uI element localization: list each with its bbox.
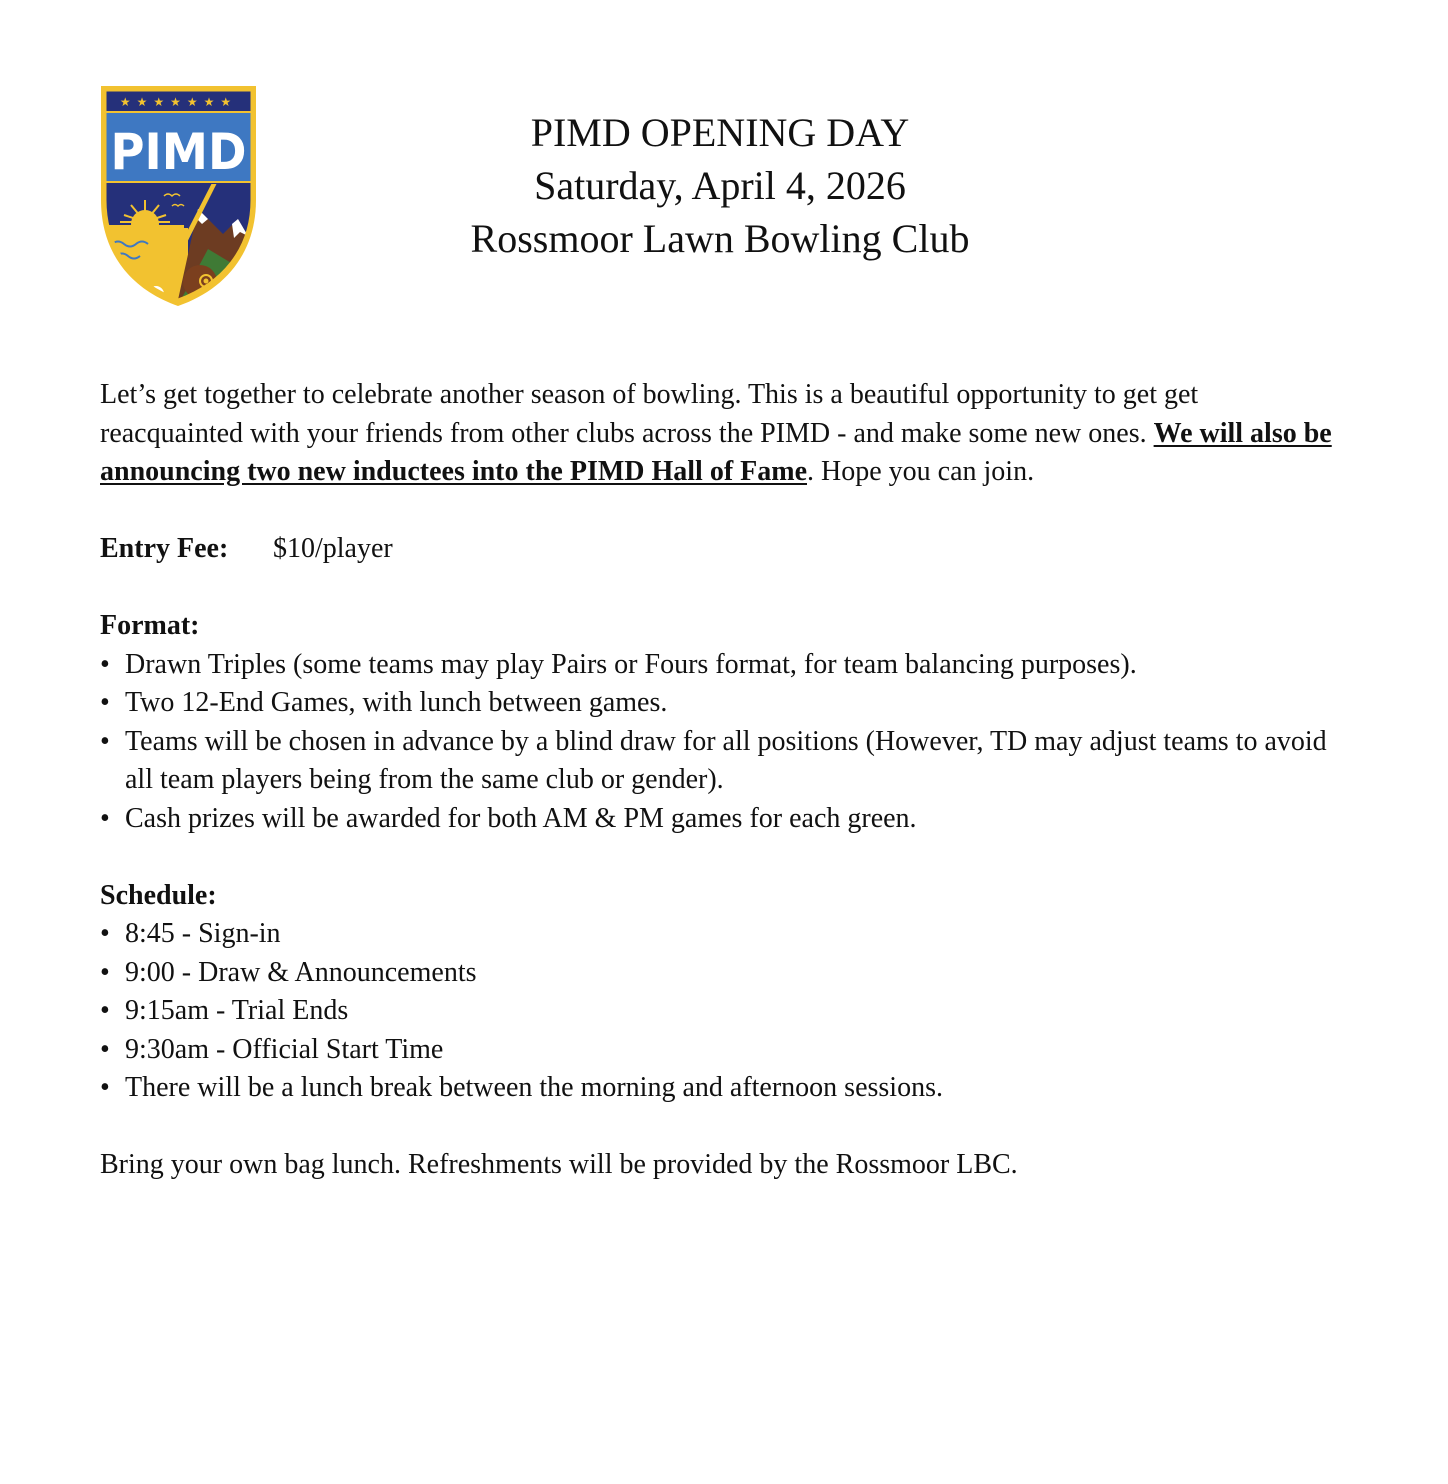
logo-stars: ★★★★★★★: [119, 95, 238, 109]
bullet: •: [100, 956, 110, 988]
entry-fee-label: Entry Fee:: [100, 533, 229, 564]
entry-fee-value: $10/player: [273, 533, 393, 564]
schedule-item-text: 9:30am - Official Start Time: [125, 1033, 444, 1065]
schedule-heading: Schedule:: [100, 879, 217, 911]
logo-text: PIMD: [110, 123, 247, 181]
bullet: •: [100, 802, 110, 834]
schedule-item-text: 8:45 - Sign-in: [125, 918, 281, 949]
bullet: •: [100, 995, 110, 1026]
format-item-text: Teams will be chosen in advance by a blind draw for all positions (However, TD may adjust teams to avoid all team players being from the same club or gender).: [125, 725, 1327, 795]
schedule-item-text: There will be a lunch break between the morning and afternoon sessions.: [125, 1072, 943, 1103]
bullet: •: [100, 918, 110, 949]
format-item-text: Cash prizes will be awarded for both AM & PM games for each green.: [125, 802, 917, 834]
bullet: •: [100, 687, 110, 718]
bullet: •: [100, 648, 110, 680]
list-item: [100, 646, 1340, 685]
event-details: [100, 376, 1340, 1185]
pimd-shield-logo: [98, 84, 260, 310]
format-item-text: Drawn Triples (some teams may play Pairs or Fours format, for team balancing purposes).: [125, 648, 1137, 680]
list-item: [100, 1031, 1340, 1070]
title-line-3: Rossmoor Lawn Bowling Club: [470, 216, 970, 261]
bullet: •: [100, 1072, 110, 1103]
title-line-1: PIMD OPENING DAY: [530, 110, 910, 155]
event-title: [380, 106, 1060, 265]
format-list: [100, 646, 1340, 839]
schedule-item-text: 9:15am - Trial Ends: [125, 995, 349, 1026]
list-item: [100, 915, 1340, 954]
intro-paragraph: [100, 376, 1340, 492]
list-item: [100, 954, 1340, 993]
list-item: [100, 992, 1340, 1031]
intro-text: Let’s get together to celebrate another season of bowling. This is a beautiful opportunity to get get reacquainted with your friends from other clubs across the PIMD - and make some new ones.: [100, 379, 1199, 449]
entry-fee: [100, 530, 1340, 569]
list-item: [100, 1069, 1340, 1108]
schedule-item-text: 9:00 - Draw & Announcements: [125, 956, 477, 988]
list-item: [100, 800, 1340, 839]
hall-of-fame-announcement: We will also be announcing two new inductees into the PIMD Hall of Fame: [100, 417, 1332, 487]
title-line-2: Saturday, April 4, 2026: [534, 163, 906, 208]
bullet: •: [100, 1033, 110, 1065]
list-item: [100, 723, 1340, 800]
bullet: •: [100, 725, 110, 757]
list-item: [100, 684, 1340, 723]
format-item-text: Two 12-End Games, with lunch between games.: [125, 687, 668, 718]
footer-note: Bring your own bag lunch. Refreshments will be provided by the Rossmoor LBC.: [100, 1149, 1018, 1180]
schedule-list: [100, 915, 1340, 1108]
intro-closing: . Hope you can join.: [807, 456, 1035, 487]
format-heading: Format:: [100, 610, 200, 641]
